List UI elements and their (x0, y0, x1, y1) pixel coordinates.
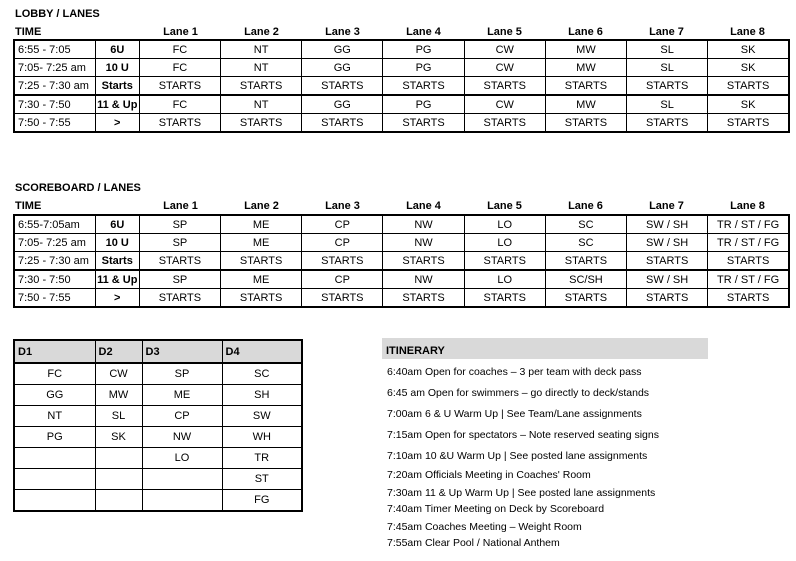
scoreboard-lane-header-2: Lane 2 (244, 200, 279, 212)
scoreboard-row (14, 234, 789, 252)
division-cell: CP (142, 406, 222, 427)
lobby-row (14, 59, 789, 77)
lobby-lane-cell: STARTS (708, 114, 789, 133)
lobby-lane-cell: STARTS (221, 114, 302, 133)
lobby-lane-cell: STARTS (302, 114, 383, 133)
lobby-lanes-table (13, 39, 790, 133)
lobby-age-cell: 11 & Up (95, 95, 139, 114)
scoreboard-lane-header-6: Lane 6 (568, 200, 603, 212)
scoreboard-lane-cell: LO (464, 270, 545, 289)
lobby-lane-header-1: Lane 1 (163, 26, 198, 38)
itinerary-item: 7:15am Open for spectators – Note reserved seating signs (387, 429, 659, 441)
lobby-time-cell: 7:50 - 7:55 (14, 114, 95, 133)
division-cell: SL (95, 406, 142, 427)
lobby-time-header: TIME (15, 26, 42, 38)
scoreboard-lane-cell: SW / SH (627, 215, 708, 234)
division-cell: CW (95, 363, 142, 385)
lobby-lane-cell: CW (464, 40, 545, 59)
division-row (14, 406, 302, 427)
division-cell: FC (14, 363, 95, 385)
lobby-lane-cell: SK (708, 59, 789, 77)
division-cell: NT (14, 406, 95, 427)
scoreboard-lane-header-8: Lane 8 (730, 200, 765, 212)
lobby-lane-cell: NT (221, 95, 302, 114)
itinerary-item: 7:45am Coaches Meeting – Weight Room (387, 521, 582, 533)
lobby-lane-cell: NT (221, 59, 302, 77)
scoreboard-lane-header-4: Lane 4 (406, 200, 441, 212)
lobby-lane-header-2: Lane 2 (244, 26, 279, 38)
scoreboard-row (14, 215, 789, 234)
lobby-title: LOBBY / LANES (15, 8, 100, 20)
itinerary-item: 7:40am Timer Meeting on Deck by Scoreboard (387, 503, 605, 515)
lobby-row (14, 77, 789, 96)
scoreboard-lane-header-1: Lane 1 (163, 200, 198, 212)
scoreboard-lane-cell: TR / ST / FG (708, 215, 789, 234)
scoreboard-lane-cell: LO (464, 215, 545, 234)
lobby-age-cell: Starts (95, 77, 139, 96)
division-cell (142, 490, 222, 512)
lobby-lane-cell: PG (383, 40, 464, 59)
scoreboard-lane-cell: CP (302, 215, 383, 234)
lobby-lane-cell: STARTS (139, 114, 220, 133)
lobby-lane-cell: CW (464, 95, 545, 114)
scoreboard-lane-cell: STARTS (464, 252, 545, 271)
scoreboard-lane-cell: STARTS (383, 252, 464, 271)
scoreboard-title: SCOREBOARD / LANES (15, 182, 141, 194)
division-header: D2 (95, 340, 142, 363)
lobby-lane-cell: GG (302, 95, 383, 114)
scoreboard-lane-cell: STARTS (627, 252, 708, 271)
lobby-lane-cell: SK (708, 40, 789, 59)
scoreboard-age-cell: 10 U (95, 234, 139, 252)
scoreboard-lane-cell: STARTS (302, 252, 383, 271)
scoreboard-time-cell: 7:25 - 7:30 am (14, 252, 95, 271)
lobby-lane-cell: STARTS (139, 77, 220, 96)
scoreboard-lane-cell: STARTS (708, 289, 789, 308)
division-cell: SW (222, 406, 302, 427)
scoreboard-lane-cell: NW (383, 234, 464, 252)
scoreboard-time-header: TIME (15, 200, 42, 212)
scoreboard-time-cell: 7:05- 7:25 am (14, 234, 95, 252)
lobby-lane-cell: CW (464, 59, 545, 77)
lobby-lane-cell: MW (545, 40, 626, 59)
lobby-lane-cell: STARTS (464, 77, 545, 96)
lobby-row (14, 95, 789, 114)
division-cell: WH (222, 427, 302, 448)
division-header: D3 (142, 340, 222, 363)
division-row (14, 490, 302, 512)
scoreboard-age-cell: 6U (95, 215, 139, 234)
scoreboard-lane-cell: STARTS (383, 289, 464, 308)
scoreboard-lane-cell: SW / SH (627, 270, 708, 289)
itinerary-item: 6:40am Open for coaches – 3 per team with deck pass (387, 366, 642, 378)
lobby-lane-cell: SL (627, 95, 708, 114)
lobby-lane-cell: FC (139, 59, 220, 77)
scoreboard-age-cell: > (95, 289, 139, 308)
division-cell: ST (222, 469, 302, 490)
division-cell (95, 448, 142, 469)
scoreboard-lane-cell: STARTS (302, 289, 383, 308)
scoreboard-lane-cell: SP (139, 215, 220, 234)
scoreboard-age-cell: 11 & Up (95, 270, 139, 289)
lobby-time-cell: 7:30 - 7:50 (14, 95, 95, 114)
scoreboard-lane-cell: SC (545, 234, 626, 252)
division-row (14, 448, 302, 469)
scoreboard-lane-cell: ME (221, 234, 302, 252)
lobby-lane-header-7: Lane 7 (649, 26, 684, 38)
lobby-lane-cell: STARTS (708, 77, 789, 96)
lobby-age-cell: > (95, 114, 139, 133)
scoreboard-lane-cell: SP (139, 234, 220, 252)
lobby-lane-cell: MW (545, 59, 626, 77)
itinerary-item: 7:20am Officials Meeting in Coaches' Room (387, 469, 591, 481)
itinerary-title: ITINERARY (382, 338, 708, 359)
division-cell: ME (142, 385, 222, 406)
scoreboard-row (14, 252, 789, 271)
lobby-lane-header-5: Lane 5 (487, 26, 522, 38)
scoreboard-lane-cell: TR / ST / FG (708, 270, 789, 289)
lobby-lane-cell: STARTS (627, 114, 708, 133)
division-cell: TR (222, 448, 302, 469)
scoreboard-lane-cell: ME (221, 270, 302, 289)
lobby-lane-header-3: Lane 3 (325, 26, 360, 38)
scoreboard-lane-cell: STARTS (221, 252, 302, 271)
scoreboard-lane-cell: ME (221, 215, 302, 234)
lobby-age-cell: 6U (95, 40, 139, 59)
lobby-time-cell: 7:25 - 7:30 am (14, 77, 95, 96)
lobby-lane-cell: SL (627, 59, 708, 77)
lobby-age-cell: 10 U (95, 59, 139, 77)
lobby-lane-cell: STARTS (221, 77, 302, 96)
scoreboard-lane-cell: SP (139, 270, 220, 289)
scoreboard-lane-cell: NW (383, 215, 464, 234)
lobby-lane-cell: STARTS (627, 77, 708, 96)
lobby-lane-cell: PG (383, 59, 464, 77)
scoreboard-lane-cell: STARTS (545, 252, 626, 271)
scoreboard-row (14, 289, 789, 308)
lobby-lane-header-4: Lane 4 (406, 26, 441, 38)
division-cell (95, 469, 142, 490)
scoreboard-lane-header-3: Lane 3 (325, 200, 360, 212)
scoreboard-time-cell: 6:55-7:05am (14, 215, 95, 234)
division-cell: GG (14, 385, 95, 406)
scoreboard-lane-cell: CP (302, 270, 383, 289)
lobby-row (14, 114, 789, 133)
scoreboard-time-cell: 7:50 - 7:55 (14, 289, 95, 308)
division-cell: SK (95, 427, 142, 448)
lobby-lane-cell: NT (221, 40, 302, 59)
division-cell: SP (142, 363, 222, 385)
division-cell: PG (14, 427, 95, 448)
scoreboard-lane-cell: LO (464, 234, 545, 252)
scoreboard-lane-cell: STARTS (139, 289, 220, 308)
scoreboard-lane-cell: STARTS (139, 252, 220, 271)
division-row (14, 427, 302, 448)
itinerary-item: 7:55am Clear Pool / National Anthem (387, 537, 560, 549)
division-cell (142, 469, 222, 490)
scoreboard-lane-cell: STARTS (221, 289, 302, 308)
division-cell: FG (222, 490, 302, 512)
scoreboard-age-cell: Starts (95, 252, 139, 271)
division-header: D1 (14, 340, 95, 363)
lobby-lane-cell: STARTS (302, 77, 383, 96)
division-cell (14, 448, 95, 469)
divisions-table (13, 339, 303, 512)
scoreboard-lane-cell: STARTS (464, 289, 545, 308)
scoreboard-lane-header-7: Lane 7 (649, 200, 684, 212)
division-cell: LO (142, 448, 222, 469)
division-row (14, 385, 302, 406)
itinerary-item: 7:00am 6 & U Warm Up | See Team/Lane assignments (387, 408, 642, 420)
division-cell (14, 490, 95, 512)
lobby-lane-cell: MW (545, 95, 626, 114)
lobby-lane-header-8: Lane 8 (730, 26, 765, 38)
lobby-row (14, 40, 789, 59)
lobby-lane-cell: GG (302, 59, 383, 77)
lobby-lane-header-6: Lane 6 (568, 26, 603, 38)
lobby-lane-cell: PG (383, 95, 464, 114)
scoreboard-lane-cell: STARTS (545, 289, 626, 308)
division-cell (95, 490, 142, 512)
lobby-lane-cell: FC (139, 95, 220, 114)
division-cell (14, 469, 95, 490)
scoreboard-lane-cell: STARTS (708, 252, 789, 271)
division-cell: SC (222, 363, 302, 385)
scoreboard-lane-cell: STARTS (627, 289, 708, 308)
lobby-lane-cell: GG (302, 40, 383, 59)
scoreboard-lane-header-5: Lane 5 (487, 200, 522, 212)
division-header: D4 (222, 340, 302, 363)
division-cell: MW (95, 385, 142, 406)
itinerary-item: 7:30am 11 & Up Warm Up | See posted lane assignments (387, 487, 656, 499)
scoreboard-lane-cell: SW / SH (627, 234, 708, 252)
lobby-lane-cell: STARTS (464, 114, 545, 133)
division-row (14, 363, 302, 385)
lobby-lane-cell: STARTS (383, 77, 464, 96)
division-cell: SH (222, 385, 302, 406)
lobby-lane-cell: SL (627, 40, 708, 59)
division-cell: NW (142, 427, 222, 448)
lobby-lane-cell: FC (139, 40, 220, 59)
division-row (14, 469, 302, 490)
scoreboard-lane-cell: CP (302, 234, 383, 252)
scoreboard-lanes-table (13, 214, 790, 308)
lobby-time-cell: 7:05- 7:25 am (14, 59, 95, 77)
scoreboard-lane-cell: NW (383, 270, 464, 289)
scoreboard-time-cell: 7:30 - 7:50 (14, 270, 95, 289)
itinerary-item: 7:10am 10 &U Warm Up | See posted lane assignments (387, 450, 648, 462)
itinerary-item: 6:45 am Open for swimmers – go directly to deck/stands (387, 387, 650, 399)
lobby-time-cell: 6:55 - 7:05 (14, 40, 95, 59)
lobby-lane-cell: SK (708, 95, 789, 114)
lobby-lane-cell: STARTS (545, 114, 626, 133)
scoreboard-lane-cell: SC/SH (545, 270, 626, 289)
scoreboard-lane-cell: SC (545, 215, 626, 234)
lobby-lane-cell: STARTS (383, 114, 464, 133)
lobby-lane-cell: STARTS (545, 77, 626, 96)
scoreboard-row (14, 270, 789, 289)
scoreboard-lane-cell: TR / ST / FG (708, 234, 789, 252)
